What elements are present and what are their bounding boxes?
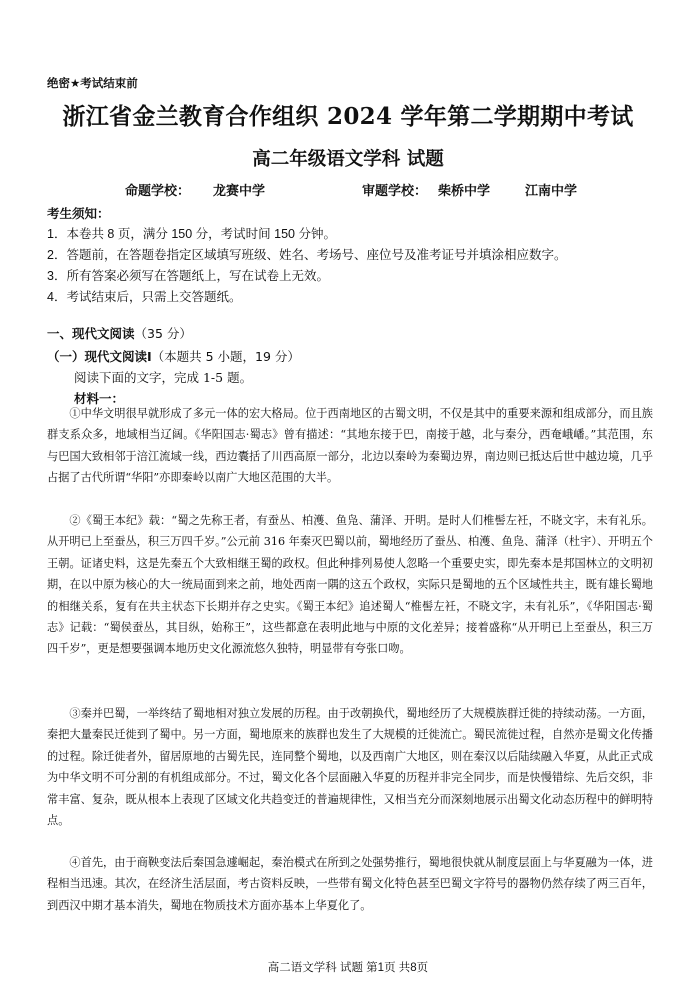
note-item: 2．答题前，在答题卷指定区域填写班级、姓名、考场号、座位号及准考证号并填涂相应数字。 (47, 248, 567, 262)
paragraph-2: ②《蜀王本纪》载：“蜀之先称王者，有蚕丛、柏濩、鱼凫、蒲泽、开明。是时人们椎髻左衽，不晓文字，未有礼乐。从开明已上至蚕丛，积三万四千岁。”公元前 316 年秦灭巴蜀以前，蜀地经历了蚕丛、柏濩、鱼凫、蒲泽（杜宇）、开明五个王朝。证诸史料，这是先秦五个大致相继王蜀的政权。但此种排列易使人忽略一个重要史实，即先秦本是邦国林立的文明初期，在以中原为核心的大一统局面到来之前，地处西南一隅的这五个政权，实际只是蜀地的五个区域性共主，既有雄长蜀地的相继关系，复有在共主状态下长期并存之史实。《蜀王本纪》追述蜀人“椎髻左衽，不晓文字，未有礼乐”，《华阳国志·蜀志》记载：“蜀侯蚕丛，其目纵，始称王”，这些都意在表明此地与中原的文化差异；接着盛称“从开明已上至蚕丛，积三万四千岁”，更是想要强调本地历史文化源流悠久独特，明显带有夸张口吻。 (47, 514, 653, 656)
section-title: 一、现代文阅读 (47, 326, 135, 341)
proposer-school: 龙赛中学 (213, 184, 266, 199)
subsection-title: （一）现代文阅读Ⅰ (47, 349, 152, 364)
reviewer-school-1: 柴桥中学 (438, 184, 491, 199)
exam-title: 浙江省金兰教育合作组织 2024 学年第二学期期中考试 (62, 103, 634, 130)
instruction: 阅读下面的文字，完成 1-5 题。 (74, 370, 253, 385)
proposer-label: 命题学校： (125, 184, 191, 199)
note-item: 3．所有答案必须写在答题纸上，写在试卷上无效。 (47, 269, 329, 283)
section-score: （35 分） (134, 326, 192, 341)
notes-title: 考生须知： (47, 206, 110, 221)
paragraph-3: ③秦并巴蜀，一举终结了蜀地相对独立发展的历程。由于改朝换代，蜀地经历了大规模族群迁徙的持续动荡。一方面，秦把大量秦民迁徙到了蜀中。另一方面，蜀地原来的族群也发生了大规模的迁徙流亡。蜀民流徙过程，自然亦是蜀文化传播的过程。除迁徙者外，留居原地的古蜀先民，连同整个蜀地，以及西南广大地区，则在秦汉以后陆续融入华夏，从此正式成为中华文明不可分割的有机组成部分。不过，蜀文化各个层面融入华夏的历程并非完全同步，而是快慢错综、先后交织，非常丰富、复杂，既从根本上表现了区域文化共趋变迁的普遍规律性，又相当充分而深刻地展示出蜀文化动态历程中的鲜明特点。 (47, 707, 653, 828)
subsection-info: （本题共 5 小题，19 分） (151, 349, 300, 364)
secret-mark: 绝密★考试结束前 (47, 76, 138, 90)
subsection-heading (47, 347, 300, 365)
reviewer-school-2: 江南中学 (525, 184, 578, 199)
page-footer: 高二语文学科 试题 第1页 共8页 (267, 962, 429, 974)
note-item: 4．考试结束后，只需上交答题纸。 (47, 290, 242, 304)
material-label: 材料一： (74, 391, 125, 406)
paragraph-4: ④首先，由于商鞅变法后秦国急遽崛起，秦治模式在所到之处强势推行，蜀地很快就从制度层面上与华夏融为一体，进程相当迅速。其次，在经济生活层面，考古资料反映，一些带有蜀文化特色甚至巴蜀文字符号的器物仍然存续了两三百年，到西汉中期才基本消失，蜀地在物质技术方面亦基本上华夏化了。 (47, 856, 653, 912)
reviewer-label: 审题学校： (362, 184, 428, 199)
exam-subtitle: 高二年级语文学科 试题 (252, 149, 444, 170)
note-item: 1．本卷共 8 页，满分 150 分，考试时间 150 分钟。 (47, 227, 336, 241)
section-heading (47, 324, 192, 342)
paragraph-1: ①中华文明很早就形成了多元一体的宏大格局。位于西南地区的古蜀文明，不仅是其中的重要来源和组成部分，而且族群支系众多，地域相当辽阔。《华阳国志·蜀志》曾有描述：“其地东接于巴，南接于越，北与秦分，西奄峨嶓。”其范围，东与巴国大致相邻于涪江流域一线，西边囊括了川西高原一部分，北边以秦岭为秦蜀边界，南边则已抵达后世中越边境，几乎占据了古代所谓“华阳”亦即秦岭以南广大地区范围的大半。 (47, 407, 653, 485)
